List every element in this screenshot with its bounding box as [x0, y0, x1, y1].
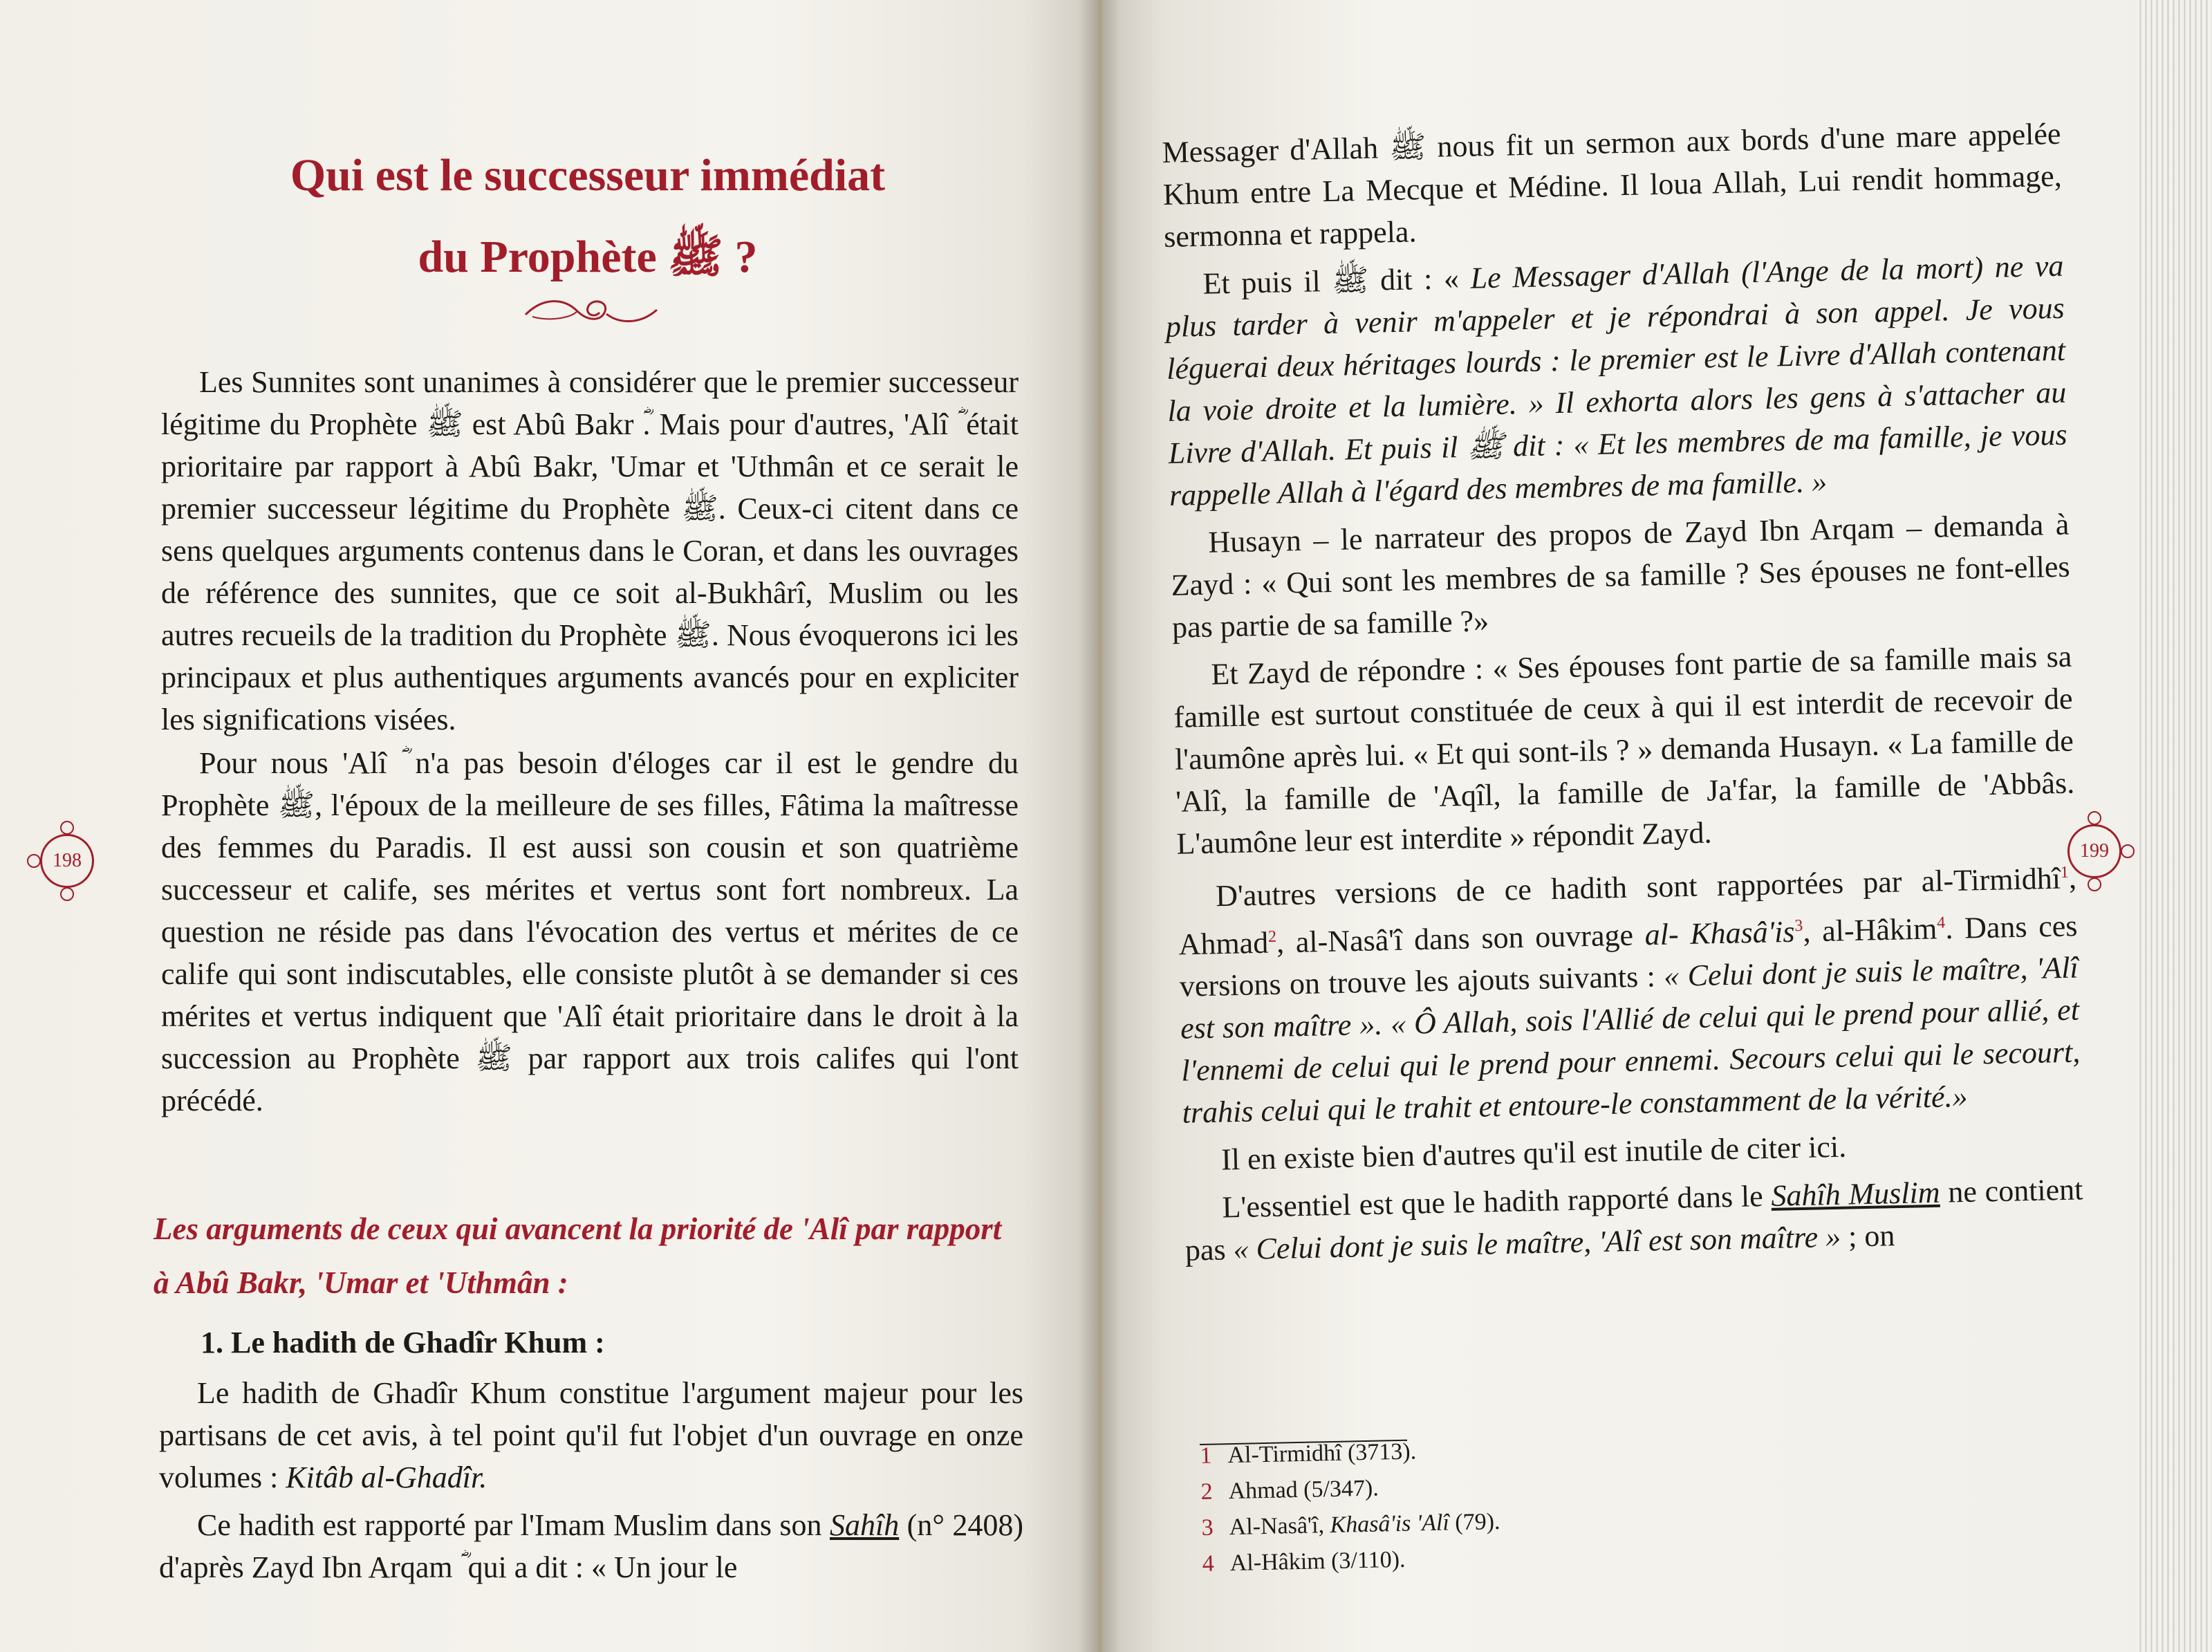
right-paragraph-2 — [1164, 245, 2068, 517]
book-gutter — [1079, 0, 1120, 1652]
footnote-mark-4: 4 — [1936, 913, 1946, 932]
footnote-text: Al-Hâkim (3/110). — [1229, 1546, 1406, 1577]
footnote-italic-title: Khasâ'is 'Alî — [1330, 1510, 1450, 1539]
sahih-title: Sahîh — [829, 1508, 900, 1542]
item-heading-ghadir-khum: 1. Le hadith de Ghadîr Khum : — [201, 1326, 605, 1359]
p5-text-e: . Dans ces versions on trouve les ajouts suivants : — [1179, 908, 2078, 1004]
paragraph-4-text-b: (n° 2408) d'après Zayd Ibn Arqam ؓ qui a dit : « Un jour le — [159, 1508, 1024, 1584]
left-page — [0, 0, 1098, 1652]
page-number-199 — [2067, 824, 2121, 878]
footnote-mark-2: 2 — [1267, 927, 1277, 946]
right-paragraph-3: Husayn – le narrateur des propos de Zayd Ibn Arqam – demanda à Zayd : « Qui sont les membres de sa famille ? Ses épouses ne font-elles pas partie de sa famille ?» — [1171, 507, 2070, 644]
hadith-quote: Le Messager d'Allah (l'Ange de la mort) ne va plus tarder à venir m'appeler et je répondrai à son appel. Je vous léguerai deux héritages lourds : le premier est le Livre d'Allah contenant la voie droite et la lumière. » Il exhorta alors les gens à s'attacher au Livre d'Allah. Et puis il ﷺ dit : « Et les membres de ma famille, je vous rappelle Allah à l'égard des membres de ma famille. » — [1165, 248, 2067, 512]
right-paragraph-4: Et Zayd de répondre : « Ses épouses font partie de sa famille mais sa famille est surtout constituée de ceux à qui il est interdit de recevoir de l'aumône après lui. « Et qui sont-ils ? » demanda Husayn. « La famille de 'Alî, la famille de 'Aqîl, la famille de Ja'far, la famille de 'Abbâs. L'aumône leur est interdite » répondit Zayd. — [1173, 639, 2075, 861]
p5-text-c: , al-Nasâ'î dans son ouvrage — [1276, 917, 1646, 960]
footnote-mark-3: 3 — [1794, 916, 1803, 935]
petal-icon — [60, 887, 74, 901]
flourish-ornament-icon — [522, 290, 660, 332]
footnote-text: Ahmad (5/347). — [1228, 1475, 1379, 1505]
paragraph-3 — [159, 1372, 1023, 1498]
footnote-text: Al-Nasâ'î, — [1229, 1512, 1330, 1541]
paragraph-1: Les Sunnites sont unanimes à considérer que le premier successeur légitime du Prophète ﷺ est Abû Bakr ؓ. Mais pour d'autres, 'Alî ؓ était prioritaire par rapport à Abû Bakr, 'Umar et 'Uthmân et ce serait le premier successeur légitime du Prophète ﷺ. Ceux-ci citent dans ce sens quelques arguments contenus dans le Coran, et dans les ouvrages de référence des sunnites, que ce soit al-Bukhârî, Muslim ou les autres recueils de la tradition du Prophète ﷺ. Nous évoquerons ici les principaux et plus authentiques arguments avancés pour en expliciter les significations visées. — [161, 365, 1019, 736]
petal-icon — [60, 821, 74, 835]
right-paragraph-1: Messager d'Allah ﷺ nous fit un sermon aux bords d'une mare appelée Khum entre La Mecque et Médine. Il loua Allah, Lui rendit hommage, sermonna et rappela. — [1162, 116, 2063, 254]
right-body-text — [1162, 113, 2084, 1272]
sahih-muslim-title: Sahîh Muslim — [1770, 1176, 1940, 1214]
book-title-kitab-al-ghadir: Kitâb al-Ghadîr. — [286, 1460, 487, 1494]
footnote-number: 3 — [1201, 1514, 1214, 1541]
p7-text-a: L'essentiel est que le hadith rapporté dans le — [1222, 1179, 1772, 1225]
paragraph-4 — [159, 1504, 1023, 1588]
page-number-198 — [40, 834, 94, 888]
footnote-text: Al-Tirmidhî (3713). — [1227, 1438, 1417, 1469]
footnote-number: 2 — [1200, 1478, 1214, 1505]
left-body-text — [161, 361, 1019, 1122]
section-subheading: Les arguments de ceux qui avancent la priorité de 'Alî par rapport à Abû Bakr, 'Umar et 'Uthmân : — [154, 1212, 1002, 1300]
footnote-text-after: (79). — [1449, 1508, 1500, 1536]
footnote-mark-1: 1 — [2060, 863, 2070, 882]
maitre-quote: « Celui dont je suis le maître, 'Alî est son maître » — [1233, 1220, 1841, 1267]
footnote-number: 4 — [1202, 1550, 1215, 1577]
book-title-khasais: al- Khasâ'is — [1644, 914, 1795, 952]
page-number-text: 199 — [2080, 840, 2109, 862]
hadith-additions-quote: « Celui dont je suis le maître, 'Alî est son maître ». « Ô Allah, sois l'Allié de celui qui le prend pour allié, et l'ennemi de celui qui le prend pour ennemi. Secours celui qui le secourt, trahis celui qui le trahit et entoure-le constamment de la vérité.» — [1180, 950, 2081, 1130]
left-body-text-continued — [159, 1372, 1023, 1588]
petal-icon — [27, 854, 41, 868]
p7-text-b: ne contient pas — [1184, 1172, 2083, 1268]
right-paragraph-5 — [1177, 852, 2081, 1134]
petal-icon — [2088, 878, 2101, 891]
p5-text-a: D'autres versions de ce hadith sont rapportées par al-Tirmidhî — [1215, 861, 2061, 913]
paragraph-4-text-a: Ce hadith est rapporté par l'Imam Muslim dans son — [197, 1508, 830, 1542]
chapter-title-line-2: du Prophète ﷺ ? — [418, 232, 758, 282]
right-paragraph-6: Il en existe bien d'autres qu'il est inutile de citer ici. — [1220, 1129, 1847, 1177]
page-edges — [2136, 0, 2212, 1652]
chapter-title — [159, 135, 1016, 298]
paragraph-3-text: Le hadith de Ghadîr Khum constitue l'argument majeur pour les partisans de cet avis, à tel point qu'il fut l'objet d'un ouvrage en onze volumes : — [159, 1376, 1023, 1494]
petal-icon — [2088, 811, 2101, 825]
page-number-text: 198 — [53, 850, 82, 871]
petal-icon — [2121, 844, 2135, 858]
right-paragraph-2-text: Et puis il ﷺ dit : « — [1202, 261, 1471, 301]
footnote-number: 1 — [1200, 1442, 1212, 1469]
footnotes — [1200, 1425, 1825, 1582]
paragraph-2: Pour nous 'Alî ؓ n'a pas besoin d'éloges car il est le gendre du Prophète ﷺ, l'époux de la meilleure de ses filles, Fâtima la maîtresse des femmes du Paradis. Il est aussi son cousin et son quatrième successeur et calife, ses mérites et vertus sont fort nombreux. La question ne réside pas dans l'évocation des vertus et mérites de ce calife qui sont indiscutables, elle consiste plutôt à se demander si ces mérites et vertus indiquent que 'Alî était prioritaire dans le droit à la succession au Prophète ﷺ par rapport aux trois califes qui l'ont précédé. — [161, 746, 1019, 1117]
p5-text-d: , al-Hâkim — [1802, 911, 1937, 949]
p7-text-c: ; on — [1840, 1218, 1895, 1254]
chapter-title-line-1: Qui est le successeur immédiat — [290, 150, 886, 201]
p5-text-b: , Ahmad — [1178, 861, 2077, 962]
